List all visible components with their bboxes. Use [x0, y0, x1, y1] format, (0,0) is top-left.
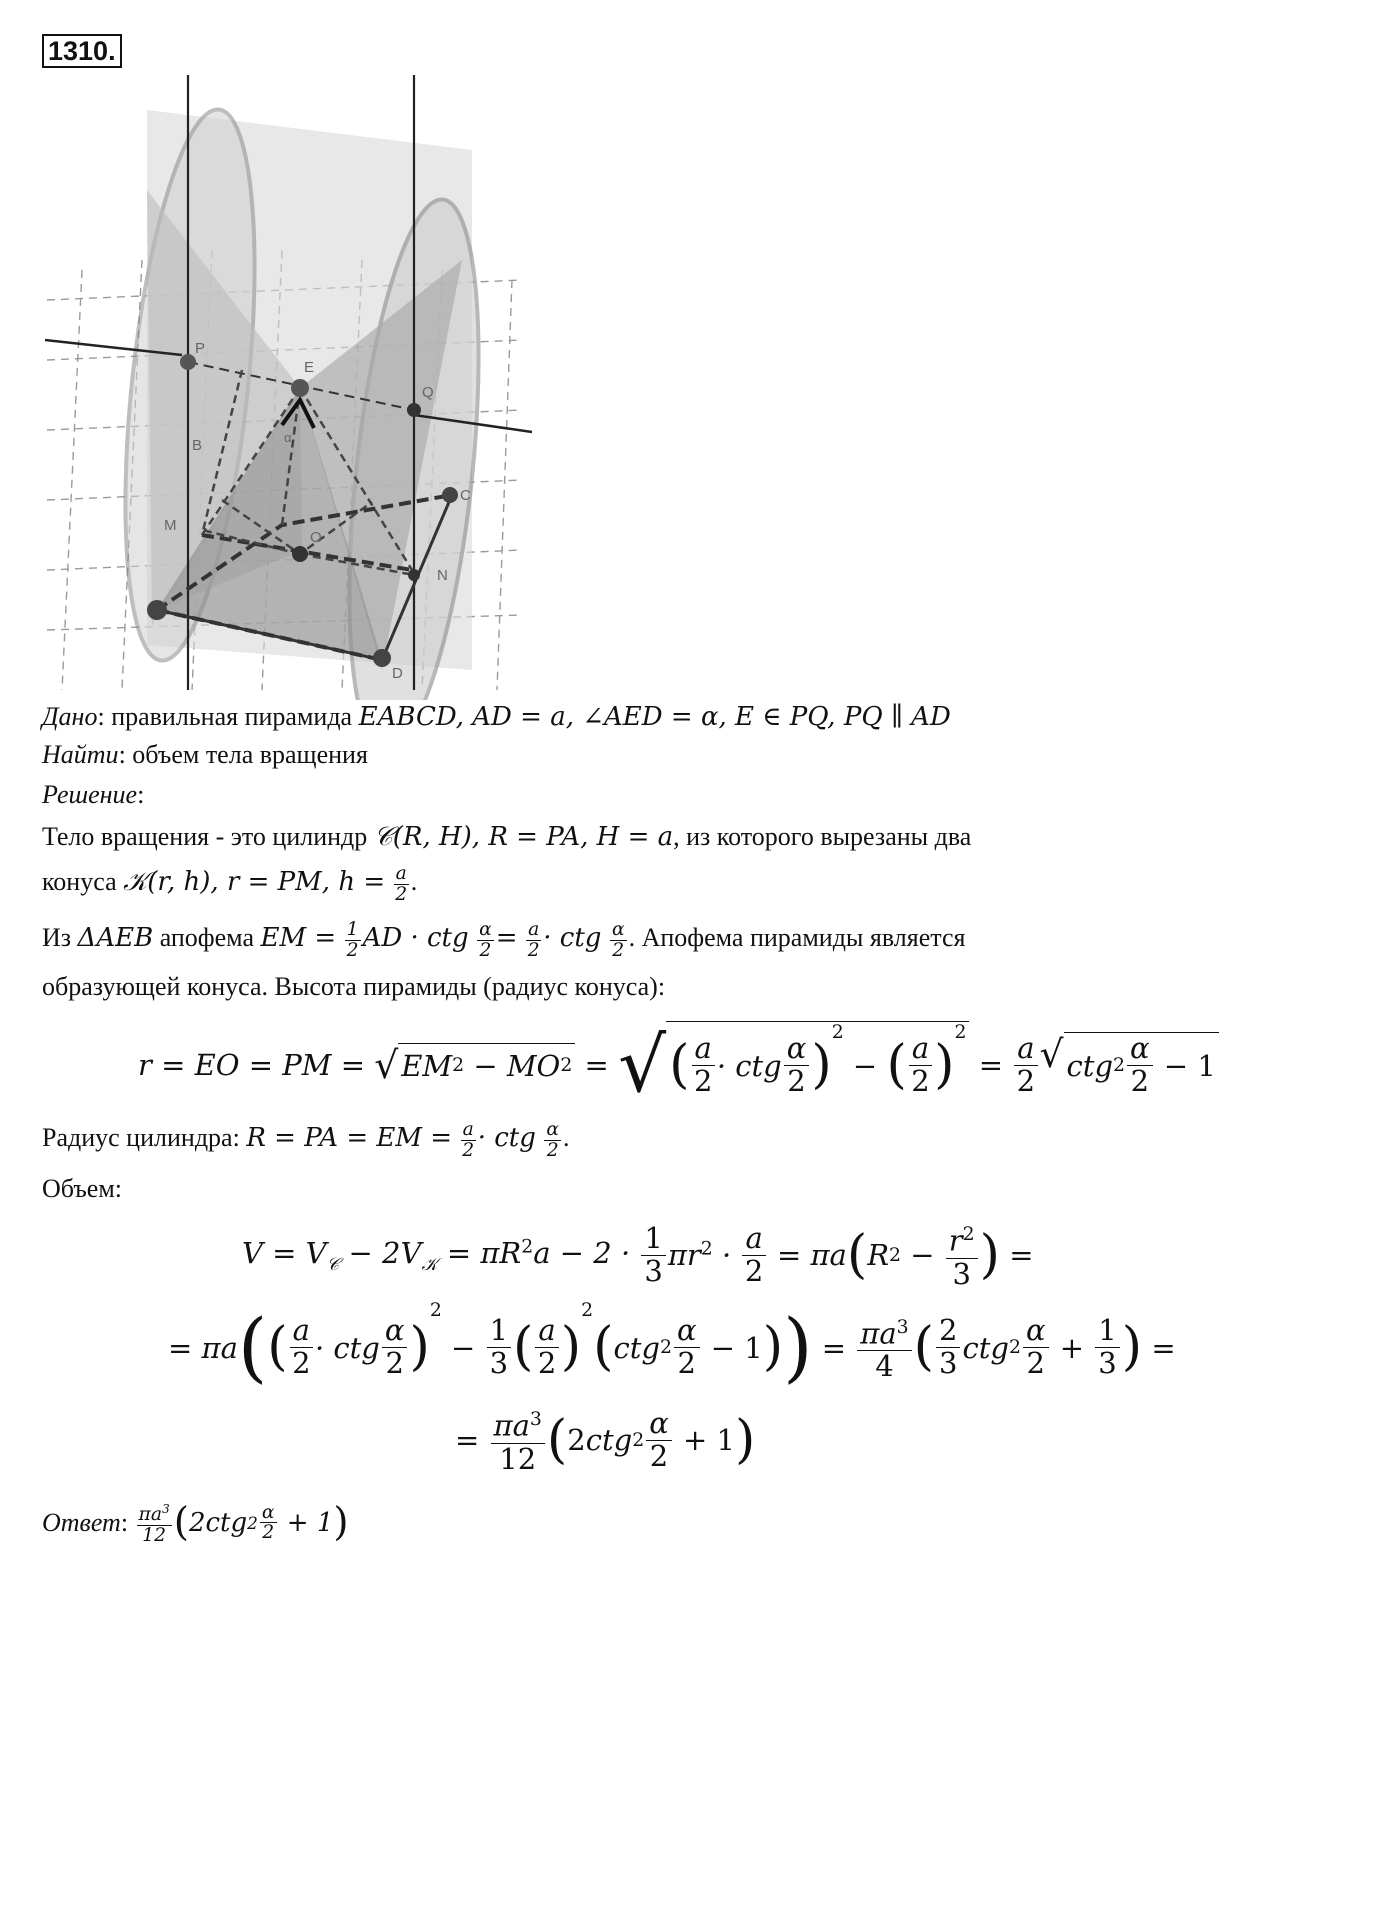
label-M: M	[164, 517, 177, 534]
label-C: C	[460, 487, 471, 504]
cylinder-radius-line: Радиус цилиндра: R = PA = EM = $\frac{a}{2}$ · ctg $\frac{\alpha}{2}$ .	[42, 1119, 570, 1161]
problem-number: 1310.	[42, 34, 122, 68]
body-line-1: Тело вращения - это цилиндр 𝒞(R, H), R = PA, H = a, из которого вырезаны два	[42, 822, 972, 852]
volume-equation-2: = πa ( ( a 2 · ctg α 2 ) 2 − 1 3 ( a 2 ) 2 ( ctg 2 α 2 − 1 ) ) = $\frac{\pi a^3}{4}$ ( 2 3 ctg 2 α 2 + 1 3 ) =	[168, 1300, 1176, 1391]
label-D: D	[392, 665, 403, 682]
volume-equation-1: $V = V_𝒞 - 2V_𝒦 = \pi R^2a - 2$ · 1 3 $\pi r^2$ · $\frac{a}{2}$ = πa ( R 2 − $r^2$ 3 ) =	[242, 1220, 1034, 1291]
volume-label: Объем:	[42, 1174, 123, 1203]
label-N: N	[437, 567, 448, 584]
body-line-4: образующей конуса. Высота пирамиды (радиус конуса):	[42, 972, 666, 1001]
find-label: Найти	[42, 740, 119, 769]
radius-cone-equation: r = EO = PM = √ EM 2 − MO 2 = √ ( a 2 · ctg α 2 ) $^2$ − ( a 2 ) $^2$ = $\frac{a}{2}$ √ ctg 2 α 2 − 1	[138, 1020, 1219, 1110]
find-line: Найти: объем тела вращения	[42, 740, 368, 769]
label-B: B	[192, 437, 203, 454]
body-line-3: Из ΔAEB апофема EM = $\frac{1}{2}$ AD · ctg $\frac{\alpha}{2}$ = $\frac{a}{2}$ · ctg $\frac{\alpha}{2}$ . Апофема пирамиды является	[42, 919, 966, 961]
given-label: Дано	[42, 702, 98, 731]
given-math: EABCD, AD = a, ∠AED = α, E ∈ PQ, PQ ∥ AD	[358, 702, 951, 732]
given-text: правильная пирамида	[111, 702, 359, 731]
answer-label: Ответ	[42, 1507, 121, 1537]
label-alpha: α	[284, 430, 292, 445]
geometry-figure	[42, 70, 542, 700]
label-E: E	[304, 359, 315, 376]
given-line: Дано: правильная пирамида EABCD, AD = a, ∠AED = α, E ∈ PQ, PQ ∥ AD	[42, 702, 951, 732]
answer-line: Ответ : $\pi a^3$ 12 ( 2ctg 2 α 2 + 1 )	[42, 1500, 349, 1546]
solution-label: Решение:	[42, 780, 145, 809]
label-O: O	[310, 529, 322, 546]
volume-equation-3: = $\frac{\pi a^3}{12}$ ( 2 ctg 2 α 2 + 1 )	[455, 1405, 756, 1476]
label-P: P	[195, 340, 206, 357]
label-Q: Q	[422, 384, 434, 401]
body-line-2: конуса 𝒦(r, h), r = PM, h = $\frac{a}{2}$ .	[42, 863, 418, 905]
find-text: объем тела вращения	[132, 740, 368, 769]
